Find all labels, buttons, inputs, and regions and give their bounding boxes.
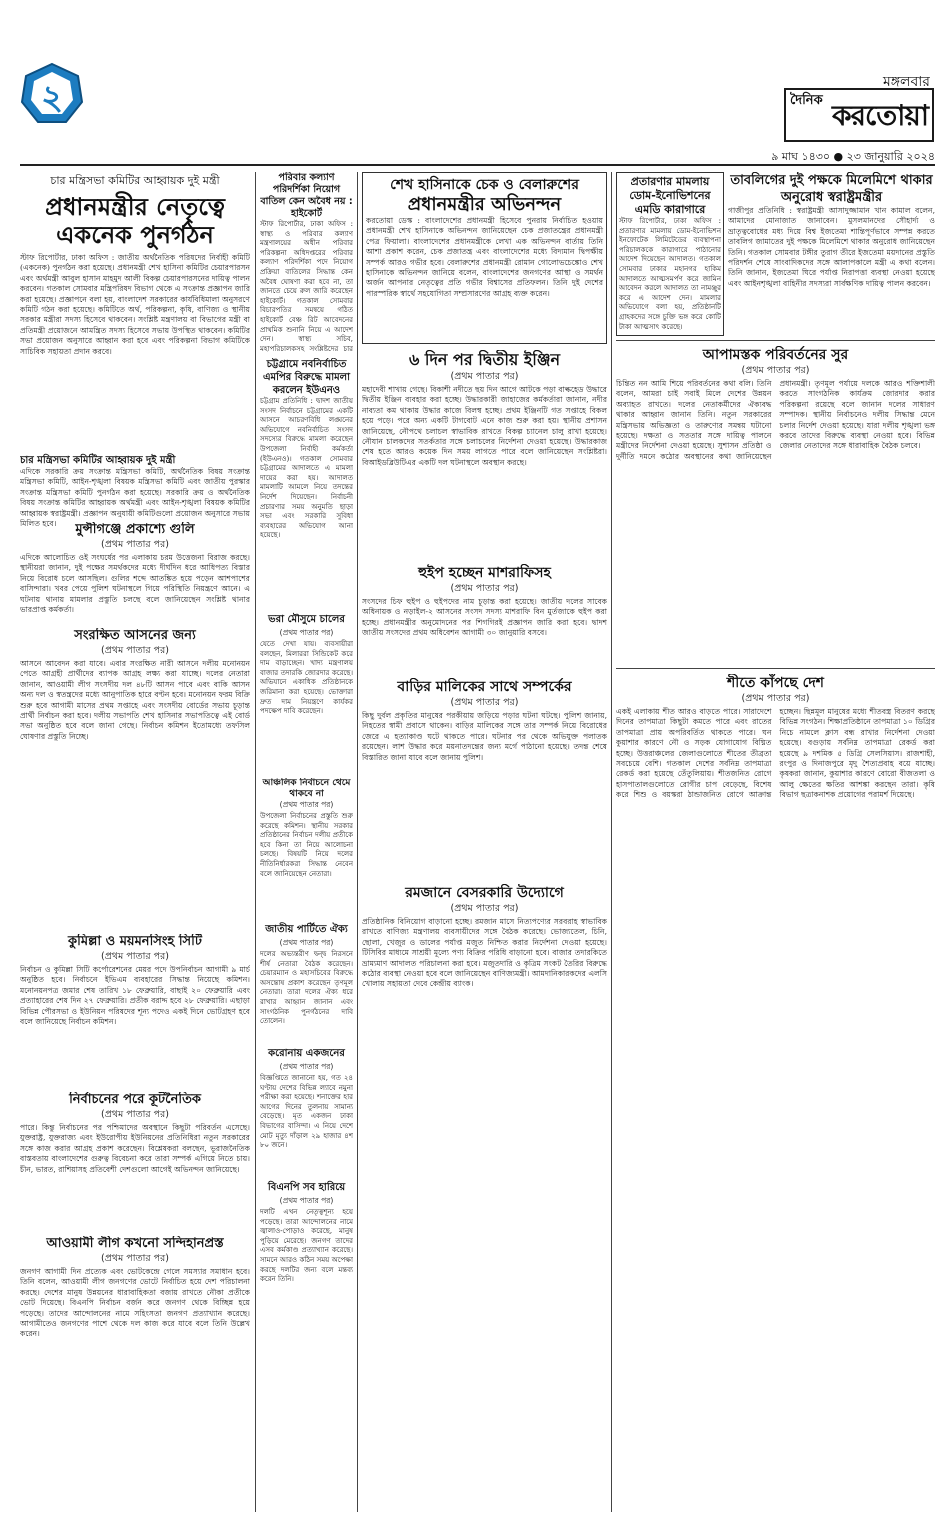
article-headline: তাবলিগের দুই পক্ষকে মিলেমিশে থাকার অনুরোধ স্বরাষ্ট্রমন্ত্রীর (730, 173, 933, 205)
article-body: স্টাফ রিপোর্টার, ঢাকা অফিস : প্রতারণার মামলায় ডোম-ইনোভিশন ইনফোটেক লিমিটেডের ব্যবস্থাপনা পরিচালককে কারাগারে পাঠানোর আদেশ দিয়েছেন আদালত। গতকাল সোমবার ঢাকার মহানগর হাকিম আদালতে আত্মসমর্পণ করে জামিন আবেদন করলে আদালত তা নামঞ্জুর করে এ আদেশ দেন। মামলার অভিযোগে বলা হয়, প্রতিষ্ঠানটি গ্রাহকদের সঙ্গে চুক্তি ভঙ্গ করে কোটি টাকা আত্মসাৎ করেছে। (619, 217, 721, 331)
article-chattogram[interactable] (260, 358, 353, 606)
article-body: নির্বাচন ও কুমিল্লা সিটি কর্পোরেশনের মেয়র পদে উপনির্বাচন আগামী ৯ মার্চ অনুষ্ঠিত হবে। নির্বাচনে ইভিএম ব্যবহারের সিদ্ধান্ত নিয়েছে কমিশন। মনোনয়নপত্র জমার শেষ তারিখ ১৮ ফেব্রুয়ারি, বাছাই ২০ ফেব্রুয়ারি এবং প্রত্যাহারের শেষ দিন ২৭ ফেব্রুয়ারি। প্রতীক বরাদ্দ হবে ২৮ ফেব্রুয়ারি। এছাড়া বিভিন্ন পৌরসভা ও ইউনিয়ন পরিষদের শূন্য পদেও একই দিনে ভোটগ্রহণ হবে বলে জানিয়েছে নির্বাচন কমিশন। (20, 965, 250, 1027)
article-awami-league[interactable] (20, 1236, 250, 1512)
article-headline: প্রধানমন্ত্রীর নেতৃত্বে (45, 193, 225, 221)
article-continued: (প্রথম পাতার পর) (279, 628, 334, 637)
article-body: মহাদেবী শাখায় গেছে। বিকাশী নদীতে ছয় দিন আগে আটকে পড়া বাল্কহেড উদ্ধারে দ্বিতীয় ইঞ্জিন ব্যবহার করা হচ্ছে। উদ্ধারকারী জাহাজের কর্মকর্তারা জানান, নদীর নাব্যতা কম থাকায় উদ্ধার কাজে বিলম্ব হচ্ছে। প্রথম ইঞ্জিনটি গত সপ্তাহে বিকল হয়ে পড়ে। পরে অন্য একটি টাগবোট এনে কাজ শুরু করা হয়। স্থানীয় প্রশাসন জানিয়েছে, নৌপথে চলাচল স্বাভাবিক রাখতে বিকল্প চ্যানেল চালু রাখা হয়েছে। নৌযান চালকদের সতর্কতার সঙ্গে চলাচলের নির্দেশনা দেওয়া হয়েছে। উদ্ধারকাজ শেষ হতে আরও কয়েক দিন সময় লাগতে পারে বলে জানিয়েছেন সংশ্লিষ্টরা। বিআইডব্লিউটিএর একটি দল ঘটনাস্থলে অবস্থান করছে। (362, 385, 607, 467)
article-headline: কুমিল্লা ও ময়মনসিংহ সিটি (68, 934, 202, 949)
article-headline: আঞ্চলিক নির্বাচনে থেমে থাকবে না (262, 778, 351, 799)
article-headline: প্রতারণার মামলায় ডোম-ইনোভিশনের এমডি কারাগারে (629, 175, 711, 216)
section-rule (616, 340, 935, 341)
column-divider (255, 172, 256, 1512)
article-headline: মুন্সীগঞ্জে প্রকাশ্যে গুলি (75, 522, 195, 537)
brand-daily-label: দৈনিক (790, 93, 823, 108)
article-landlord[interactable] (362, 678, 607, 878)
article-continued: (প্রথম পাতার পর) (279, 1196, 334, 1205)
article-continued: (প্রথম পাতার পর) (101, 645, 169, 656)
article-cold[interactable] (616, 674, 935, 1512)
article-continued: (প্রথম পাতার পর) (101, 1253, 169, 1264)
article-national-party[interactable] (260, 922, 353, 1042)
article-continued: (প্রথম পাতার পর) (101, 539, 169, 550)
article-body: কিছু দুর্বল প্রকৃতির মানুষের পরকীয়ায় জড়িয়ে পড়ার ঘটনা ঘটছে। পুলিশ জানায়, নিহতের স্বামী প্রবাসে থাকেন। বাড়ির মালিকের সঙ্গে তার সম্পর্ক নিয়ে বিরোধের জেরে এ হত্যাকাণ্ড ঘটে থাকতে পারে। ঘটনার পর থেকে অভিযুক্ত পলাতক রয়েছেন। লাশ উদ্ধার করে ময়নাতদন্তের জন্য মর্গে পাঠানো হয়েছে। তদন্ত শেষে বিস্তারিত জানা যাবে বলে জানায় পুলিশ। (362, 711, 607, 762)
article-body-2: এদিকে সরকারি ক্রয় সংক্রান্ত মন্ত্রিসভা কমিটি, অর্থনৈতিক বিষয় সংক্রান্ত মন্ত্রিসভা কমিটি, আইন-শৃঙ্খলা বিষয়ক মন্ত্রিসভা কমিটি এবং জাতীয় পুরস্কার সংক্রান্ত মন্ত্রিসভা কমিটি পুনর্গঠন করা হয়েছে। সরকারি ক্রয় ও অর্থনৈতিক বিষয় সংক্রান্ত কমিটির আহ্বায়ক অর্থমন্ত্রী এবং আইন-শৃঙ্খলা বিষয়ক কমিটির আহ্বায়ক স্বরাষ্ট্রমন্ত্রী। প্রজ্ঞাপন অনুযায়ী কমিটিগুলো প্রয়োজন অনুসারে সভায় মিলিত হবে। (20, 467, 250, 529)
article-headline: করোনায় একজনের (268, 1048, 345, 1059)
column-divider (357, 172, 358, 1512)
article-continued: (প্রথম পাতার পর) (101, 1109, 169, 1120)
article-body: আসনে আবেদন করা যাবে। এবার সংরক্ষিত নারী আসনে দলীয় মনোনয়ন পেতে আগ্রহী প্রার্থীদের ব্যাপক আগ্রহ লক্ষ্য করা যাচ্ছে। দলের নেতারা জানান, আওয়ামী লীগ সংসদীয় দল ৪৮টি আসন পাবে এবং বাকি আসন অন্য দল ও স্বতন্ত্রদের মধ্যে আনুপাতিক হারে বণ্টন হবে। মনোনয়ন ফরম বিক্রি শুরু হবে আগামী মাসের প্রথম সপ্তাহে এবং সংসদীয় বোর্ডের সভায় চূড়ান্ত প্রার্থী নির্বাচন করা হবে। দলীয় সভাপতি শেখ হাসিনার সভাপতিত্বে এই বোর্ড সভা অনুষ্ঠিত হবে বলে জানা গেছে। নির্বাচন কমিশন ইতোমধ্যে তফসিল ঘোষণার প্রস্তুতি নিচ্ছে। (20, 659, 250, 741)
article-body: দলের অভ্যন্তরীণ দ্বন্দ্ব নিরসনে শীর্ষ নেতারা বৈঠক করেছেন। চেয়ারম্যান ও মহাসচিবের বিরুদ্ধে অসন্তোষ প্রকাশ করেছেন তৃণমূল নেতারা। তারা দলের ঐক্য ধরে রাখার আহ্বান জানান এবং সাংগঠনিক পুনর্গঠনের দাবি তোলেন। (260, 950, 353, 1026)
newspaper-brand[interactable] (784, 88, 934, 142)
article-continued: (প্রথম পাতার পর) (450, 371, 519, 382)
article-body: চিন্তিত নন আমি শিয়ে পরিবর্তনের কথা বলি। তিনি বলেন, আমরা চাই সবাই মিলে দেশের উন্নয়ন অব্যাহত রাখতে। দলের নেতাকর্মীদের ঐক্যবদ্ধ থাকার আহ্বান জানান তিনি। নতুন সরকারের মন্ত্রিসভায় অভিজ্ঞতা ও তারুণ্যের সমন্বয় ঘটানো হয়েছে। দক্ষতা ও সততার সঙ্গে দায়িত্ব পালনে মন্ত্রীদের নির্দেশনা দেওয়া হয়েছে। সুশাসন প্রতিষ্ঠা ও দুর্নীতি দমনে কঠোর অবস্থানের কথা জানিয়েছেন প্রধানমন্ত্রী। তৃণমূল পর্যায়ে দলকে আরও শক্তিশালী করতে সাংগঠনিক কার্যক্রম জোরদার করার পরিকল্পনা রয়েছে বলে জানান দলের সাধারণ সম্পাদক। স্থানীয় নির্বাচনেও দলীয় সিদ্ধান্ত মেনে চলার নির্দেশ দেওয়া হয়েছে। যারা দলীয় শৃঙ্খলা ভঙ্গ করবে তাদের বিরুদ্ধে ব্যবস্থা নেওয়া হবে। বিভিন্ন জেলার নেতাদের সঙ্গে ধারাবাহিক বৈঠক চলবে। (616, 379, 935, 461)
section-rule (616, 668, 935, 669)
article-six-days[interactable] (362, 350, 607, 558)
article-body: দলটি এখন নেতৃত্বশূন্য হয়ে পড়েছে। তারা আন্দোলনের নামে জ্বালাও-পোড়াও করেছে, মানুষ পুড়িয়ে মেরেছে। জনগণ তাদের এসব কর্মকাণ্ড প্রত্যাখ্যান করেছে। সামনে আরও কঠিন সময় অপেক্ষা করছে দলটির জন্য বলে মন্তব্য করেন তিনি। (260, 1208, 353, 1284)
article-headline-2: একনেক পুনর্গঠন (56, 221, 214, 249)
article-munshiganj[interactable] (20, 522, 250, 622)
article-headline: পরিবার কল্যাণ পরিদর্শিকা নিয়োগ বাতিল কেন অবৈধ নয় : হাইকোর্ট (260, 172, 353, 219)
article-continued: (প্রথম পাতার পর) (741, 365, 810, 376)
article-continued: (প্রথম পাতার পর) (279, 1062, 334, 1071)
article-body: এদিকে আলোচিত ওই সংঘর্ষের পর এলাকায় চরম উত্তেজনা বিরাজ করছে। স্থানীয়রা জানান, দুই পক্ষের সমর্থকদের মধ্যে দীর্ঘদিন ধরে আধিপত্য বিস্তার নিয়ে বিরোধ চলে আসছিল। গুলির শব্দে আতঙ্কিত হয়ে পড়েন আশপাশের বাসিন্দারা। খবর পেয়ে পুলিশ ঘটনাস্থলে গিয়ে পরিস্থিতি নিয়ন্ত্রণে আনে। এ ঘটনায় থানায় মামলার প্রস্তুতি চলছে বলে জানিয়েছেন সংশ্লিষ্ট থানার ভারপ্রাপ্ত কর্মকর্তা। (20, 553, 250, 615)
article-dome[interactable] (616, 172, 724, 336)
article-ecnec[interactable] (20, 172, 250, 547)
article-body: সংসদের চিফ হুইপ ও হুইপদের নাম চূড়ান্ত করা হয়েছে। জাতীয় দলের সাবেক অধিনায়ক ও নড়াইল-২ আসনের সংসদ সদস্য মাশরাফি বিন মুর্তজাকে হুইপ করা হচ্ছে। প্রধানমন্ত্রীর অনুমোদনের পর শিগগিরই প্রজ্ঞাপন জারি করা হবে। দ্বাদশ জাতীয় সংসদের প্রথম অধিবেশন আগামী ৩০ জানুয়ারি বসবে। (362, 597, 607, 638)
brand-name: করতোয়া (832, 99, 928, 132)
article-body: যেতে দেখা যায়। ব্যবসায়ীরা বলছেন, মিলাররা সিন্ডিকেট করে দাম বাড়াচ্ছেন। খাদ্য মন্ত্রণালয় বাজার তদারকি জোরদার করেছে। অভিযানে একাধিক প্রতিষ্ঠানকে জরিমানা করা হয়েছে। ভোক্তারা দ্রুত দাম নিয়ন্ত্রণে কার্যকর পদক্ষেপ দাবি করেছেন। (260, 640, 353, 716)
article-continued: (প্রথম পাতার পর) (450, 697, 519, 708)
article-body: উপজেলা নির্বাচনের প্রস্তুতি শুরু করেছে কমিশন। স্থানীয় সরকার প্রতিষ্ঠানের নির্বাচন দলীয় প্রতীকে হবে কিনা তা নিয়ে আলোচনা চলছে। বিষয়টি নিয়ে দলের নীতিনির্ধারকরা সিদ্ধান্ত নেবেন বলে জানিয়েছেন নেতারা। (260, 812, 353, 878)
article-apmost[interactable] (616, 346, 935, 662)
article-headline: আওয়ামী লীগ কখনো সন্দিহানপ্রস্ত (46, 1236, 224, 1251)
article-continued: (প্রথম পাতার পর) (450, 583, 519, 594)
article-ramadan[interactable] (362, 884, 607, 1512)
article-headline: ৬ দিন পর দ্বিতীয় ইঞ্জিন (408, 350, 561, 369)
article-diplomacy[interactable] (20, 1092, 250, 1232)
dateline: ৯ মাঘ ১৪৩০ ● ২৩ জানুয়ারি ২০২৪ (771, 150, 935, 163)
article-headline: চট্টগ্রামে নবনির্বাচিত এমপির বিরুদ্ধে মামলা করলেন ইউএনও (262, 359, 351, 396)
article-headline-2: প্রধানমন্ত্রীর অভিনন্দন (407, 194, 562, 215)
article-comilla[interactable] (20, 934, 250, 1084)
article-headline: বিএনপি সব হারিয়ে (267, 1182, 346, 1193)
article-regional[interactable] (260, 778, 353, 918)
article-body: স্টাফ রিপোর্টার, ঢাকা অফিস : স্বাস্থ্য ও পরিবার কল্যাণ মন্ত্রণালয়ের অধীন পরিবার পরিকল্পনা অধিদপ্তরের পরিবার কল্যাণ পরিদর্শিকা পদে নিয়োগ প্রক্রিয়া বাতিলের সিদ্ধান্ত কেন অবৈধ ঘোষণা করা হবে না, তা জানতে চেয়ে রুল জারি করেছেন হাইকোর্ট। গতকাল সোমবার বিচারপতির সমন্বয়ে গঠিত হাইকোর্ট বেঞ্চ রিট আবেদনের প্রাথমিক শুনানি নিয়ে এ আদেশ দেন। স্বাস্থ্য সচিব, মহাপরিচালকসহ সংশ্লিষ্টদের চার (260, 220, 353, 352)
article-body: একই এলাকায় শীত আরও বাড়তে পারে। সারাদেশে দিনের তাপমাত্রা কিছুটা কমতে পারে এবং রাতের তাপমাত্রা প্রায় অপরিবর্তিত থাকতে পারে। ঘন কুয়াশার কারণে নৌ ও সড়ক যোগাযোগ বিঘ্নিত হচ্ছে। উত্তরাঞ্চলের জেলাগুলোতে শীতের তীব্রতা সবচেয়ে বেশি। গতকাল দেশের সর্বনিম্ন তাপমাত্রা রেকর্ড করা হয়েছে তেঁতুলিয়ায়। শীতজনিত রোগে হাসপাতালগুলোতে রোগীর চাপ বেড়েছে, বিশেষ করে শিশু ও বয়স্করা ঠান্ডাজনিত রোগে আক্রান্ত হচ্ছেন। ছিন্নমূল মানুষের মধ্যে শীতবস্ত্র বিতরণ করছে বিভিন্ন সংগঠন। শিক্ষাপ্রতিষ্ঠানে তাপমাত্রা ১০ ডিগ্রির নিচে নামলে ক্লাস বন্ধ রাখার নির্দেশনা দেওয়া হয়েছে। বগুড়ায় সর্বনিম্ন তাপমাত্রা রেকর্ড করা হয়েছে ৯ দশমিক ৫ ডিগ্রি সেলসিয়াস। রাজশাহী, রংপুর ও দিনাজপুরে মৃদু শৈত্যপ্রবাহ বয়ে যাচ্ছে। কৃষকরা জানান, কুয়াশার কারণে বোরো বীজতলা ও আলু ক্ষেতের ক্ষতির আশঙ্কা করছেন তারা। কৃষি বিভাগ ছত্রাকনাশক প্রয়োগের পরামর্শ দিয়েছে। (616, 707, 935, 800)
article-belarus[interactable] (362, 172, 607, 344)
article-continued: (প্রথম পাতার পর) (279, 800, 334, 809)
article-headline: ভরা মৌসুমে চালের (268, 614, 345, 625)
article-bnp[interactable] (260, 1180, 353, 1512)
article-continued: (প্রথম পাতার পর) (450, 903, 519, 914)
article-body: জনগণ আগামী দিন প্রত্যেক এবং ভোটকেন্দ্রে গেলে সমস্যার সমাধান হবে। তিনি বলেন, আওয়ামী লীগ জনগণের ভোটে নির্বাচিত হয়ে দেশ পরিচালনা করছে। দেশের মানুষ উন্নয়নের ধারাবাহিকতা বজায় রাখতে নৌকা প্রতীকে ভোট দিয়েছে। বিএনপি নির্বাচন বর্জন করে জনগণ থেকে বিচ্ছিন্ন হয়ে পড়েছে। তাদের আন্দোলনের নামে সহিংসতা জনগণ প্রত্যাখ্যান করেছে। আগামীতেও জনগণের পাশে থেকে দল কাজ করে যাবে বলে তিনি উল্লেখ করেন। (20, 1267, 250, 1339)
article-continued: (প্রথম পাতার পর) (279, 938, 334, 947)
article-body: স্টাফ রিপোর্টার, ঢাকা অফিস : জাতীয় অর্থনৈতিক পরিষদের নির্বাহী কমিটি (একনেক) পুনর্গঠন করা হয়েছে। প্রধানমন্ত্রী শেখ হাসিনা কমিটির চেয়ারপারসন এবং অর্থমন্ত্রী আবুল হাসান মাহমুদ আলী বিকল্প চেয়ারপারসনের দায়িত্ব পালন করবেন। গতকাল সোমবার মন্ত্রিপরিষদ বিভাগ থেকে এ সংক্রান্ত প্রজ্ঞাপন জারি করা হয়েছে। প্রজ্ঞাপনে বলা হয়, বাংলাদেশ সরকারের কার্যবিধিমালা অনুসরণে কমিটি গঠন করা হয়েছে। কমিটিতে অর্থ, পরিকল্পনা, কৃষি, বাণিজ্য ও স্থানীয় সরকার মন্ত্রীরা সদস্য হিসেবে থাকবেন। সংশ্লিষ্ট মন্ত্রণালয় বা বিভাগের মন্ত্রী বা প্রতিমন্ত্রী প্রয়োজনে আমন্ত্রিত সদস্য হিসেবে সভায় উপস্থিত থাকবেন। কমিটির সভা প্রয়োজন অনুসারে আহ্বান করা হবে এবং পরিকল্পনা বিভাগ কমিটিকে সাচিবিক সহায়তা প্রদান করবে। (20, 253, 250, 356)
article-headline: নির্বাচনের পরে কূটনৈতিক (69, 1092, 201, 1107)
article-headline: রমজানে বেসরকারি উদ্যোগে (405, 885, 564, 901)
article-headline: আপামস্তক পরিবর্তনের সুর (702, 347, 849, 363)
article-headline: শেখ হাসিনাকে চেক ও বেলারুশের (390, 177, 579, 193)
article-family-planning[interactable] (260, 172, 353, 352)
weekday: মঙ্গলবার (882, 74, 930, 90)
article-body: প্রতিষ্ঠানিক বিনিয়োগ বাড়ানো হচ্ছে। রমজান মাসে নিত্যপণ্যের সরবরাহ স্বাভাবিক রাখতে বাণিজ্য মন্ত্রণালয় ব্যবসায়ীদের সঙ্গে বৈঠক করেছে। ভোজ্যতেল, চিনি, ছোলা, খেজুর ও ডালের পর্যাপ্ত মজুত নিশ্চিত করার নির্দেশনা দেওয়া হয়েছে। টিসিবির মাধ্যমে সাশ্রয়ী মূল্যে পণ্য বিক্রির পরিধি বাড়ানো হবে। বাজার তদারকিতে ভ্রাম্যমাণ আদালত পরিচালনা করা হবে। মজুতদারি ও কৃত্রিম সংকট তৈরির বিরুদ্ধে কঠোর ব্যবস্থা নেওয়া হবে বলে জানিয়েছেন বাণিজ্যমন্ত্রী। আমদানিকারকদের এলসি খোলায় সহায়তা দেবে কেন্দ্রীয় ব্যাংক। (362, 917, 607, 989)
article-body: চট্টগ্রাম প্রতিনিধি : দ্বাদশ জাতীয় সংসদ নির্বাচনে চট্টগ্রামের একটি আসনে আচরণবিধি লঙ্ঘনের অভিযোগে নবনির্বাচিত সংসদ সদস্যের বিরুদ্ধে মামলা করেছেন উপজেলা নির্বাহী কর্মকর্তা (ইউএনও)। গতকাল সোমবার চট্টগ্রামের আদালতে এ মামলা দায়ের করা হয়। আদালত মামলাটি আমলে নিয়ে তদন্তের নির্দেশ দিয়েছেন। নির্বাচনী প্রচারণার সময় অনুমতি ছাড়া সভা এবং সরকারি সুবিধা ব্যবহারের অভিযোগ আনা হয়েছে। (260, 397, 353, 540)
article-continued: (প্রথম পাতার পর) (741, 693, 810, 704)
article-headline: বাড়ির মালিকের সাথে সম্পর্কের (397, 679, 572, 695)
article-headline: হুইপ হচ্ছেন মাশরাফিসহ (418, 565, 551, 581)
article-body: বিজ্ঞপ্তিতে জানানো হয়, গত ২৪ ঘণ্টায় দেশের বিভিন্ন ল্যাবে নমুনা পরীক্ষা করা হয়েছে। শনাক্তের হার আগের দিনের তুলনায় সামান্য বেড়েছে। মৃত একজন ঢাকা বিভাগের বাসিন্দা। এ নিয়ে দেশে মোট মৃত্যু দাঁড়াল ২৯ হাজার ৪শ ৮০ জনে। (260, 1074, 353, 1150)
article-kicker: চার মন্ত্রিসভা কমিটির আহ্বায়ক দুই মন্ত্রী (50, 174, 220, 187)
article-body: করতোয়া ডেস্ক : বাংলাদেশের প্রধানমন্ত্রী হিসেবে পুনরায় নির্বাচিত হওয়ায় প্রধানমন্ত্রী শেখ হাসিনাকে অভিনন্দন জানিয়েছেন চেক প্রজাতন্ত্রের প্রধানমন্ত্রী পেত্র ফিয়ালা। বাংলাদেশের প্রধানমন্ত্রীকে লেখা এক অভিনন্দন বার্তায় তিনি আশা প্রকাশ করেন, চেক প্রজাতন্ত্র এবং বাংলাদেশের মধ্যে বিদ্যমান দ্বিপক্ষীয় সম্পর্ক আরও গভীর হবে। বেলারুশের প্রধানমন্ত্রী রোমান গোলোভচেঙ্কোও শেখ হাসিনাকে অভিনন্দন জানিয়ে বলেন, বাংলাদেশের জনগণের আস্থা ও সমর্থন অর্জন আপনার নেতৃত্বের প্রতি গভীর বিশ্বাসের প্রতিফলন। তিনি দুই দেশের পারস্পরিক স্বার্থে সহযোগিতা সম্প্রসারণের আগ্রহ ব্যক্ত করেন। (366, 216, 603, 298)
article-headline: জাতীয় পার্টিতে ঐক্য (265, 924, 348, 935)
column-divider (611, 172, 612, 1512)
article-corona[interactable] (260, 1046, 353, 1176)
article-reserved-seats[interactable] (20, 628, 250, 928)
masthead-rule (20, 164, 935, 166)
article-headline: শীতে কাঁপছে দেশ (727, 675, 824, 691)
page-number: ২ (40, 78, 64, 118)
page-number-badge (20, 62, 84, 126)
article-tablighi[interactable] (728, 172, 935, 336)
article-mashrafe[interactable] (362, 564, 607, 672)
article-body: পারে। কিন্তু নির্বাচনের পর পশ্চিমাদের অবস্থানে কিছুটা পরিবর্তন এসেছে। যুক্তরাষ্ট্র, যুক্তরাজ্য এবং ইউরোপীয় ইউনিয়নের প্রতিনিধিরা নতুন সরকারের সঙ্গে কাজ করার আগ্রহ প্রকাশ করেছেন। বিশ্লেষকরা বলছেন, ভূরাজনৈতিক বাস্তবতায় বাংলাদেশের গুরুত্ব বিবেচনা করে তারা সম্পর্ক এগিয়ে নিতে চায়। চীন, ভারত, রাশিয়াসহ প্রতিবেশী দেশগুলো আগেই অভিনন্দন জানিয়েছে। (20, 1123, 250, 1174)
article-body: গাজীপুর প্রতিনিধি : স্বরাষ্ট্রমন্ত্রী আসাদুজ্জামান খান কামাল বলেন, আমাদের মোনাজাত জানাবেন। মুসলমানদের সৌহার্দ্য ও ভ্রাতৃত্ববোধের মধ্য দিয়ে বিশ্ব ইজতেমা শান্তিপূর্ণভাবে সম্পন্ন করতে তাবলিগ জামাতের দুই পক্ষকে মিলেমিশে থাকার অনুরোধ জানিয়েছেন তিনি। গতকাল সোমবার টঙ্গীর তুরাগ তীরে ইজতেমা ময়দানের প্রস্তুতি পরিদর্শন শেষে সাংবাদিকদের সঙ্গে আলাপকালে মন্ত্রী এ কথা বলেন। তিনি জানান, ইজতেমা ঘিরে পর্যাপ্ত নিরাপত্তা ব্যবস্থা নেওয়া হয়েছে এবং আইনশৃঙ্খলা বাহিনীর সদস্যরা সার্বক্ষণিক দায়িত্ব পালন করবেন। (728, 206, 935, 288)
article-headline: সংরক্ষিত আসনের জন্য (74, 628, 196, 643)
article-continued: (প্রথম পাতার পর) (101, 951, 169, 962)
article-subhead: চার মন্ত্রিসভা কমিটির আহ্বায়ক দুই মন্ত্রী (20, 455, 176, 466)
article-rice[interactable] (260, 612, 353, 772)
